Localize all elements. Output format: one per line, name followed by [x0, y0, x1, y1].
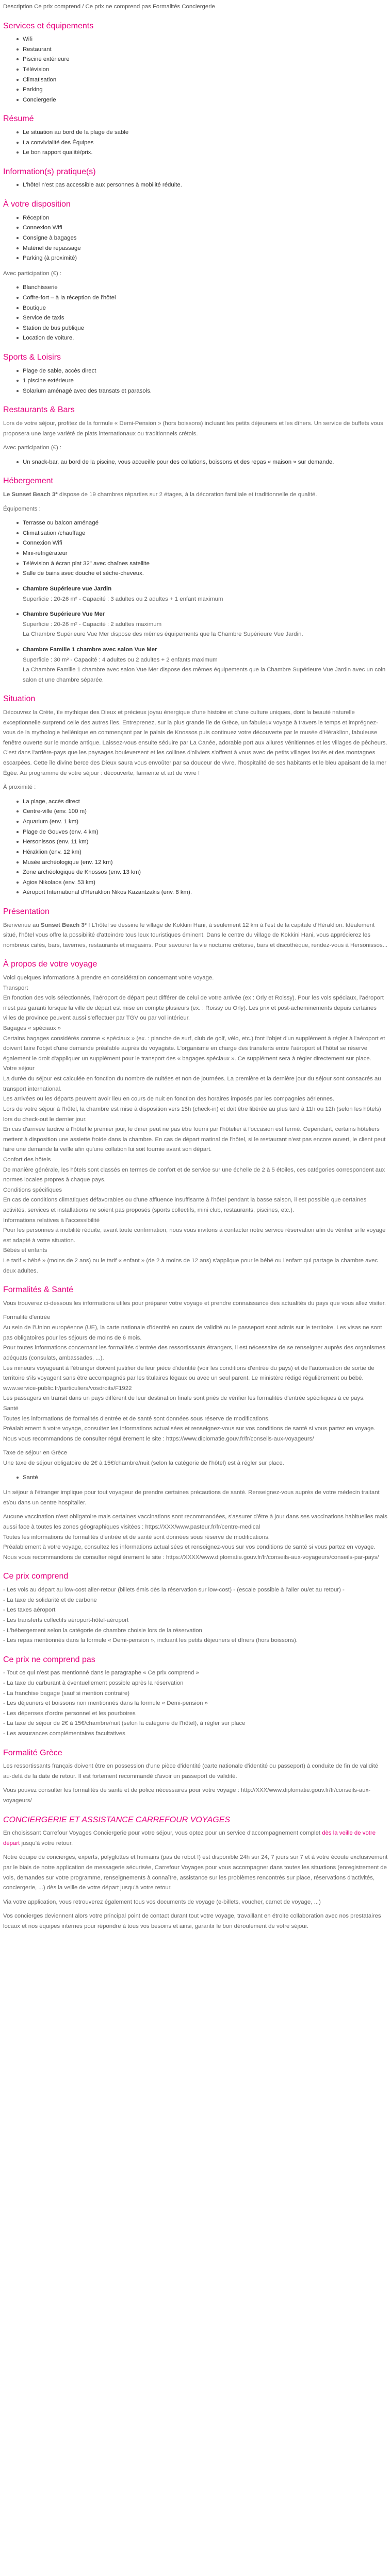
disposition-list	[3, 213, 388, 264]
paragraph: Les passagers en transit dans un pays différent de leur destination finale sont priés de vérifier les formalités d'entrée spécifiques à ce pays.	[3, 1395, 365, 1402]
disposition-paying-list	[3, 283, 388, 344]
apropos-body	[3, 973, 388, 1276]
room-line: La Chambre Famille 1 chambre avec salon Vue Mer dispose des mêmes équipements que la Chambre Supérieure Vue Jardin avec un coin salon et une chambre séparée.	[23, 667, 386, 683]
list-item: - La taxe de séjour de 2€ à 15€/chambre/nuit (selon la catégorie de l'hôtel), à régler sur place	[3, 1720, 246, 1727]
list-item: - Les repas mentionnés dans la formule « Demi-pension », incluant les petits déjeuners et dîners (hors boissons).	[3, 1637, 298, 1644]
list-item: Un snack-bar, au bord de la piscine, vous accueille pour des collations, boissons et des repas « maison » sur demande.	[23, 457, 388, 468]
paragraph: www.service-public.fr/particuliers/vosdroits/F1922	[3, 1385, 132, 1392]
hebergement-equip-list	[3, 518, 388, 579]
room-line: Superficie : 20-26 m² - Capacité : 3 adultes ou 2 adultes + 1 enfant maximum	[23, 596, 223, 602]
list-item: Location de voiture.	[23, 333, 388, 344]
presentation-text-c: ! L'hôtel se dessine le village de Kokkini Hani, à seulement 12 km à l'est de la capitale d'Héraklion. Idéalement situé, l'hôtel vous offre la possibilité d'atteindre tous leux touristiques éminent. Dans le centre du village de Kokkini Hani, vous apprécierez les nombreux cafés, bars, tavernes, restaurants et magasins. Pour savourer la vie nocturne crétoise, bars et discothèque, rendez-vous à Hersonissos...	[3, 922, 388, 948]
restaurants-text: Lors de votre séjour, profitez de la formule « Demi-Pension » (hors boissons) incluant les petits déjeuners et les dîners. Un service de buffets vous proposera une large variété de plats internationaux ou traditionnels crétois.	[3, 420, 383, 437]
paragraph: Aucune vaccination n'est obligatoire mais certaines vaccinations sont recommandées, s'assurer d'être à jour dans ses vaccinations habituelles mais aussi face à toutes les zones géographiques visitées : https://XXX/www.pasteur.fr/fr/centre-medical	[3, 1514, 387, 1531]
list-item: Télévision	[23, 65, 388, 75]
sante-bullet-list	[3, 1473, 388, 1483]
formalites-body	[3, 1299, 388, 1563]
list-item: Connexion Wifi	[23, 538, 388, 549]
paragraph: Votre séjour	[3, 1065, 35, 1072]
paragraph: Transport	[3, 985, 28, 991]
list-item: Blanchisserie	[23, 283, 388, 293]
situation-text: Découvrez la Crète, île mythique des Dieux et précieux joyau énergique d'une histoire et d'une culture uniques, dont la beauté naturelle exceptionnelle surprend celle des autres îles. Entreprenez, sur la plus grande île de Grèce, un fabuleux voyage à travers le temps et imprégnez-vous de la mythologie hellénique en commençant par le palais de Knossos puis continuez votre découverte par le musée d'Héraklion, fabuleuse fenêtre ouverte sur le monde antique. Laissez-vous ensuite séduire par La Canée, adorable port aux allures vénitiennes et les villages de pêcheurs. C'est dans l'arrière-pays que les paysages bouleversent et les collines d'oliviers s'offrent à vous avec de petits villages isolés et des montagnes escarpées. Cette île divine berce des Dieux saura vous envoûter par sa douceur de vivre, l'hospitalité de ses habitants et le bleu apaisant de la mer Égée. Au programme de votre séjour : découverte, farniente et art de vivre !	[3, 709, 387, 776]
paragraph: Pour toutes informations concernant les formalités d'entrée des ressortissants étrangers, il est nécessaire de se renseigner auprès des organismes adéquats (consulats, ambassades, ...).	[3, 1345, 386, 1361]
paragraph: Bagages « spéciaux »	[3, 1025, 61, 1032]
concierge-intro-c: jusqu'à votre retour.	[20, 1840, 73, 1846]
paragraph: Pour les personnes à mobilité réduite, avant toute confirmation, nous vous invitons à contacter notre service réservation afin de vérifier si le voyage est adapté à votre situation.	[3, 1227, 386, 1244]
paragraph: Conditions spécifiques	[3, 1187, 62, 1193]
list-item: - Les taxes aéroport	[3, 1607, 56, 1614]
hebergement-equip-label: Équipements :	[3, 505, 41, 512]
paragraph: Au sein de l'Union européenne (UE), la carte nationale d'identité en cours de validité ou le passeport sont admis sur le territoire. Les visas ne sont pas obligatoires pour les séjours de moins de 6 mois.	[3, 1325, 382, 1341]
list-item: Coffre-fort – à la réception de l'hôtel	[23, 293, 388, 303]
paragraph: Un séjour à l'étranger implique pour tout voyageur de prendre certaines précautions de santé. Renseignez-vous auprès de votre médecin traitant et/ou dans un centre hospitalier.	[3, 1489, 380, 1506]
apropos-title: À propos de votre voyage	[3, 960, 97, 969]
list-item: Le situation au bord de la plage de sable	[23, 128, 388, 138]
list-item: Wifi	[23, 35, 388, 45]
paragraph: Notre équipe de concierges, experts, polyglottes et humains (pas de robot !) est disponible 24h sur 24, 7 jours sur 7 et à votre écoute exclusivement par le biais de notre application de messagerie sécurisée, Carrefour Voyages pour vous accompagner dans toutes les situations (enregistrement de vols, demandes sur votre programme, renseignements à connaître, assistance sur les problèmes rencontrés sur place, réservations d'activités, conciergerie, ...) dès la veille de votre départ jusqu'à votre retour.	[3, 1854, 388, 1891]
list-item: - Les déjeuners et boissons non mentionnés dans la formule « Demi-pension »	[3, 1700, 208, 1707]
list-item: - La franchise bagage (sauf si mention contraire)	[3, 1690, 130, 1697]
list-item: Musée archéologique (env. 12 km)	[23, 858, 388, 868]
restaurants-title: Restaurants & Bars	[3, 405, 75, 415]
list-item: Héraklion (env. 12 km)	[23, 848, 388, 858]
paragraph: La durée du séjour est calculée en fonction du nombre de nuitées et non de journées. La première et la dernière jour du séjour sont consacrés au transport international.	[3, 1076, 381, 1092]
list-item: - Les assurances complémentaires facultatives	[3, 1730, 125, 1737]
inclus-title: Ce prix comprend	[3, 1572, 69, 1581]
list-item: Mini-réfrigérateur	[23, 549, 388, 559]
pratique-list	[3, 180, 388, 191]
hebergement-text-rest: dispose de 19 chambres réparties sur 2 étages, à la décoration familiale et traditionnelle de qualité.	[57, 492, 317, 498]
list-item: Parking (à proximité)	[23, 253, 388, 264]
paragraph: Voici quelques informations à prendre en considération concernant votre voyage.	[3, 974, 214, 981]
paragraph: En fonction des vols sélectionnés, l'aéroport de départ peut différer de celui de votre arrivée (ex : Orly et Roissy). Pour les vols spéciaux, l'aéroport n'est pas garanti lorsque la ville de départ est mise en compte plusieurs (ex. : Roissy ou Orly). Les prix et post-acheminements depuis certaines villes de province peuvent aussi s'effectuer par TGV ou par vol intérieur.	[3, 995, 384, 1022]
list-item: Connexion Wifi	[23, 223, 388, 233]
list-item: Consigne à bagages	[23, 233, 388, 244]
room-name: Chambre Supérieure vue Jardin	[23, 584, 388, 595]
paragraph: Préalablement à votre voyage, consultez les informations actualisées et renseignez-vous sur vos conditions de santé si vous partez en voyage. Nous vous recommandons de consulter régulièrement le site : https://www.diplomatie.gouv.fr/fr/conseils-aux-voyageurs/	[3, 1426, 376, 1442]
list-item: Conciergerie	[23, 95, 388, 106]
hotel-name: Sunset Beach 3*	[40, 922, 87, 928]
list-item: Plage de Gouves (env. 4 km)	[23, 827, 388, 838]
restaurants-paying-list	[3, 457, 388, 468]
list-item: Terrasse ou balcon aménagé	[23, 518, 388, 529]
list-item: 1 piscine extérieure	[23, 376, 388, 386]
list-item: - Les dépenses d'ordre personnel et les pourboires	[3, 1710, 136, 1717]
room-list	[3, 584, 388, 595]
noninclus-list	[3, 1668, 388, 1739]
paragraph: Toutes les informations de formalités d'entrée et de santé sont données sous réserve de modifications.	[3, 1415, 270, 1422]
paragraph: Lors de votre séjour à l'hôtel, la chambre est mise à disposition vers 15h (check-in) et doit être libérée au plus tard à 11h ou 12h (selon les hôtels) lors du check-out le dernier jour.	[3, 1106, 381, 1123]
room-list	[3, 609, 388, 620]
list-item: Station de bus publique	[23, 324, 388, 334]
list-item: - La taxe de solidarité et de carbone	[3, 1597, 97, 1603]
breadcrumb-intro: Description Ce prix comprend / Ce prix ne comprend pas Formalités Conciergerie	[3, 4, 215, 10]
resume-title: Résumé	[3, 114, 34, 124]
concierge-intro	[3, 1828, 388, 1849]
paragraph: De manière générale, les hôtels sont classés en termes de confort et de service sur une échelle de 2 à 5 étoiles, ces catégories correspondent aux normes locales propres à chaque pays.	[3, 1166, 385, 1183]
restaurants-paying-label: Avec participation (€) :	[3, 445, 62, 451]
room-line: La Chambre Supérieure Vue Mer dispose des mêmes équipements que la Chambre Supérieure Vue Jardin.	[23, 631, 303, 638]
list-item: - Tout ce qui n'est pas mentionné dans le paragraphe « Ce prix comprend »	[3, 1670, 199, 1676]
list-item: La convivialité des Équipes	[23, 138, 388, 148]
paragraph: Formalité d'entrée	[3, 1314, 51, 1321]
inclus-list	[3, 1585, 388, 1646]
room-block	[3, 584, 388, 604]
list-item: - Les transferts collectifs aéroport-hôtel-aéroport	[3, 1617, 129, 1623]
list-item: Plage de sable, accès direct	[23, 366, 388, 377]
paragraph: Via votre application, vous retrouverez également tous vos documents de voyage (e-billets, voucher, carnet de voyage, ...)	[3, 1899, 321, 1905]
services-title: Services et équipements	[3, 21, 94, 30]
paragraph: Vous trouverez ci-dessous les informations utiles pour préparer votre voyage et prendre connaissance des actualités du pays que vous allez visiter.	[3, 1300, 386, 1307]
presentation-text	[3, 921, 388, 951]
situation-title: Situation	[3, 694, 36, 704]
concierge-title: CONCIERGERIE ET ASSISTANCE CARREFOUR VOYAGES	[3, 1815, 231, 1824]
list-item: Parking	[23, 85, 388, 95]
hebergement-title: Hébergement	[3, 477, 53, 486]
paragraph: Certains bagages considérés comme « spéciaux » (ex. : planche de surf, club de golf, vélo, etc.) font l'objet d'un supplément à régler à l'aéroport et doivent faire l'objet d'une demande préalable auprès du voyagiste. L'organisme en charge des transferts entre l'aéroport et l'hôtel se réserve également le droit d'appliquer un supplément pour le transport des « bagages spéciaux ». Ce supplément sera à régler directement sur place.	[3, 1035, 385, 1062]
paragraph: En cas d'arrivée tardive à l'hôtel le premier jour, le dîner peut ne pas être fourni par l'hôtelier à l'occasion est fermé. Cependant, certains hôteliers mettent à disposition une assiette froide dans la chambre. En cas de départ matinal de l'hôtel, si le restaurant n'est pas encore ouvert, le client peut faire une demande la veille afin qu'une collation lui soit fournie avant son départ.	[3, 1126, 386, 1153]
sports-title: Sports & Loisirs	[3, 353, 61, 362]
presentation-title: Présentation	[3, 907, 50, 916]
list-item: Matériel de repassage	[23, 244, 388, 254]
paragraph: Santé	[3, 1405, 19, 1412]
room-line: Superficie : 20-26 m² - Capacité : 2 adultes maximum	[23, 621, 162, 628]
hebergement-text	[3, 490, 388, 500]
list-item: Santé	[23, 1473, 388, 1483]
list-item: Télévision à écran plat 32" avec chaînes satellite	[23, 559, 388, 569]
room-list	[3, 645, 388, 655]
list-item: Boutique	[23, 303, 388, 314]
hotel-name: Le Sunset Beach 3*	[3, 492, 58, 498]
list-item: - Les vols au départ au low-cost aller-retour (billets émis dès la réservation sur low-cost) - (escale possible à l'aller ou/et au retour) -	[3, 1587, 345, 1594]
sports-list	[3, 366, 388, 397]
list-item: Climatisation	[23, 75, 388, 86]
list-item: Restaurant	[23, 45, 388, 55]
paragraph: Vous pouvez consulter les formalités de santé et de police nécessaires pour votre voyage : http://XXX/www.diplomatie.gouv.fr/fr/conseils-aux-voyageurs/	[3, 1787, 371, 1804]
paragraph: Informations relatives à l'accessibilité	[3, 1217, 100, 1224]
list-item: Piscine extérieure	[23, 55, 388, 65]
situation-near-list	[3, 797, 388, 898]
disposition-paying-label: Avec participation (€) :	[3, 270, 62, 277]
paragraph: Confort des hôtels	[3, 1156, 51, 1163]
list-item: Service de taxis	[23, 313, 388, 324]
list-item: Salle de bains avec douche et sèche-cheveux.	[23, 569, 388, 579]
paragraph: Les ressortissants français doivent être en possession d'une pièce d'identité (carte nationale d'identité ou passeport) à conduite de fin de validité au-delà de la date de retour. Il est fortement recommandé d'avoir un passeport de validité.	[3, 1763, 379, 1780]
situation-near-label: À proximité :	[3, 784, 36, 791]
paragraph: Une taxe de séjour obligatoire de 2€ à 15€/chambre/nuit (selon la catégorie de l'hôtel) est à régler sur place.	[3, 1460, 284, 1466]
room-line: Superficie : 30 m² - Capacité : 4 adultes ou 2 adultes + 2 enfants maximum	[23, 656, 218, 663]
list-item: Réception	[23, 213, 388, 224]
room-block	[3, 609, 388, 640]
list-item: - La taxe du carburant à éventuellement possible après la réservation	[3, 1680, 184, 1686]
paragraph: En cas de conditions climatiques défavorables ou d'une affluence insuffisante à l'hôtel pendant la basse saison, il est possible que certaines activités, services et installations ne soient pas proposés (sports collectifs, mini club, restaurants, piscines, etc.).	[3, 1197, 367, 1213]
resume-list	[3, 128, 388, 158]
paragraph: Toutes les informations de formalités d'entrée et de santé sont données sous réserve de modifications.	[3, 1534, 270, 1540]
room-block	[3, 645, 388, 685]
services-list	[3, 35, 388, 105]
list-item: Le bon rapport qualité/prix.	[23, 148, 388, 158]
list-item: Aéroport International d'Héraklion Nikos Kazantzakis (env. 8 km).	[23, 888, 388, 898]
list-item: Climatisation /chauffage	[23, 529, 388, 539]
disposition-title: À votre disposition	[3, 200, 71, 209]
list-item: Centre-ville (env. 100 m)	[23, 807, 388, 817]
noninclus-title: Ce prix ne comprend pas	[3, 1655, 95, 1664]
list-item: - L'hébergement selon la catégorie de chambre choisie lors de la réservation	[3, 1627, 202, 1634]
formalites-title: Formalités & Santé	[3, 1285, 74, 1295]
room-name: Chambre Famille 1 chambre avec salon Vue Mer	[23, 645, 388, 655]
paragraph: Bébés et enfants	[3, 1247, 47, 1254]
concierge-highlight: dès la veille de votre départ	[3, 1830, 376, 1846]
list-item: Aquarium (env. 1 km)	[23, 817, 388, 827]
paragraph: Les mineurs voyageant à l'étranger doivent justifier de leur pièce d'identité (voir les conditions d'entrée du pays) et de l'autorisation de sortie de territoire s'ils voyagent sans être accompagnés par les titulaires légaux ou avec un seul parent. Le ministère rédigé régulièrement ou bébé.	[3, 1365, 374, 1382]
list-item: La plage, accès direct	[23, 797, 388, 807]
formalite-title: Formalité Grèce	[3, 1748, 62, 1757]
list-item: Zone archéologique de Knossos (env. 13 km)	[23, 868, 388, 878]
paragraph: Vos concierges deviennent alors votre principal point de contact durant tout votre voyage, travaillant en étroite collaboration avec nos prestataires locaux et nos équipes internes pour répondre à tous vos besoins et ainsi, garantir le bon déroulement de votre séjour.	[3, 1913, 381, 1930]
pratique-title: Information(s) pratique(s)	[3, 167, 96, 176]
paragraph: Les arrivées ou les départs peuvent avoir lieu en cours de nuit en fonction des horaires imposés par les compagnies aériennes.	[3, 1096, 335, 1103]
presentation-text-a: Bienvenue au	[3, 922, 41, 928]
concierge-intro-a: En choisissant Carrefour Voyages Conciergerie pour votre séjour, vous optez pour un service d'accompagnement complet	[3, 1830, 322, 1837]
list-item: L'hôtel n'est pas accessible aux personnes à mobilité réduite.	[23, 180, 388, 191]
paragraph: Le tarif « bébé » (moins de 2 ans) ou le tarif « enfant » (de 2 à moins de 12 ans) s'applique pour le bébé ou l'enfant qui partage la chambre avec deux adultes.	[3, 1258, 378, 1274]
paragraph: Préalablement à votre voyage, consultez les informations actualisées et renseignez-vous sur vos conditions de santé si vous partez en voyage. Nous vous recommandons de consulter régulièrement le site : https://XXXX/www.diplomatie.gouv.fr/fr/conseils-aux-voyageurs/conseils-par-pays/	[3, 1544, 379, 1561]
room-name: Chambre Supérieure Vue Mer	[23, 609, 388, 620]
list-item: Agios Nikolaos (env. 53 km)	[23, 878, 388, 888]
list-item: Solarium aménagé avec des transats et parasols.	[23, 386, 388, 397]
list-item: Hersonissos (env. 11 km)	[23, 837, 388, 848]
paragraph: Taxe de séjour en Grèce	[3, 1450, 68, 1456]
